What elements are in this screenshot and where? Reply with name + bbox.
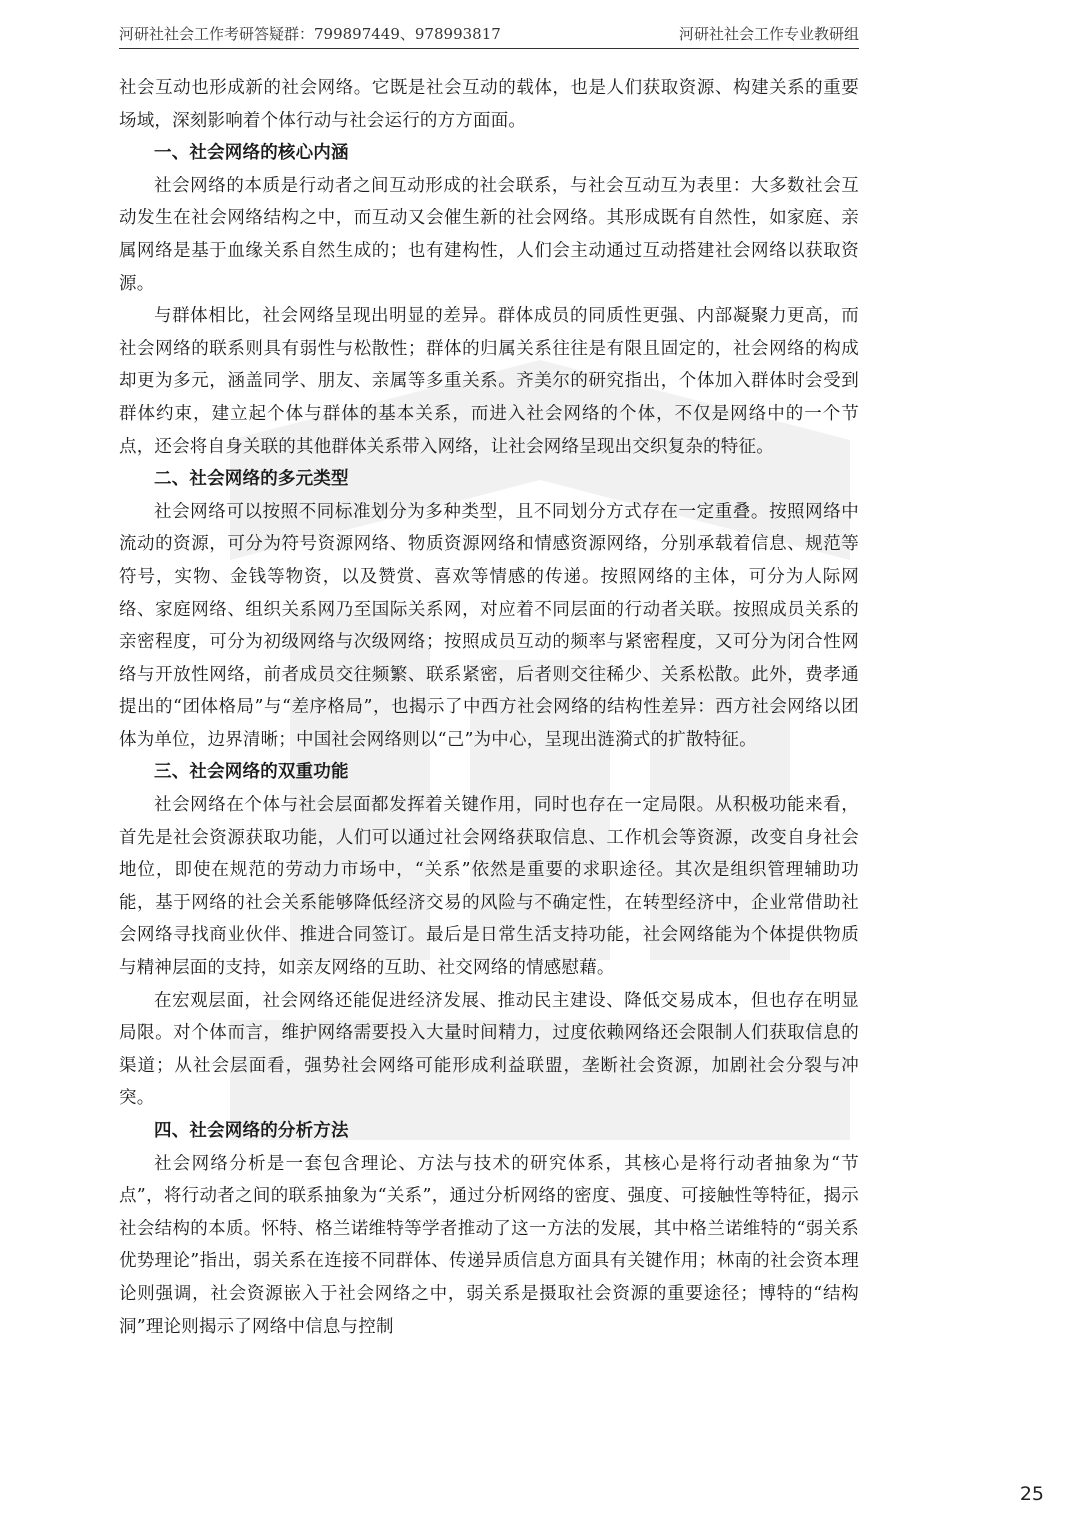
section-heading-analysis-methods: 四、社会网络的分析方法 bbox=[154, 1121, 349, 1141]
paragraph: 在宏观层面，社会网络还能促进经济发展、推动民主建设、降低交易成本，但也存在明显局限。对个体而言，维护网络需要投入大量时间精力，过度依赖网络还会限制人们获取信息的渠道；从社会层面看，强势社会网络可能形成利益联盟，垄断社会资源，加剧社会分裂与冲突。 bbox=[119, 990, 859, 1109]
paragraph: 社会网络可以按照不同标准划分为多种类型，且不同划分方式存在一定重叠。按照网络中流动的资源，可分为符号资源网络、物质资源网络和情感资源网络，分别承载着信息、规范等符号，实物、金钱等物资，以及赞赏、喜欢等情感的传递。按照网络的主体，可分为人际网络、家庭网络、组织关系网乃至国际关系网，对应着不同层面的行动者关联。按照成员关系的亲密程度，可分为初级网络与次级网络；按照成员互动的频率与紧密程度，又可分为闭合性网络与开放性网络，前者成员交往频繁、联系紧密，后者则交往稀少、关系松散。此外，费孝通提出的“团体格局”与“差序格局”，也揭示了中西方社会网络的结构性差异：西方社会网络以团体为单位，边界清晰；中国社会网络则以“己”为中心，呈现出涟漪式的扩散特征。 bbox=[119, 501, 859, 750]
header-qq-group: 河研社社会工作考研答疑群：799897449、978993817 bbox=[119, 25, 501, 43]
section-heading-types: 二、社会网络的多元类型 bbox=[154, 469, 349, 490]
paragraph: 社会网络的本质是行动者之间互动形成的社会联系，与社会互动互为表里：大多数社会互动发生在社会网络结构之中，而互动又会催生新的社会网络。其形成既有自然性，如家庭、亲属网络是基于血缘关系自然生成的；也有建构性，人们会主动通过互动搭建社会网络以获取资源。 bbox=[119, 175, 859, 294]
section-heading-functions: 三、社会网络的双重功能 bbox=[154, 762, 349, 783]
paragraph: 与群体相比，社会网络呈现出明显的差异。群体成员的同质性更强、内部凝聚力更高，而社会网络的联系则具有弱性与松散性；群体的归属关系往往是有限且固定的，社会网络的构成却更为多元，涵盖同学、朋友、亲属等多重关系。齐美尔的研究指出，个体加入群体时会受到群体约束，建立起个体与群体的基本关系，而进入社会网络的个体，不仅是网络中的一个节点，还会将自身关联的其他群体关系带入网络，让社会网络呈现出交织复杂的特征。 bbox=[119, 306, 859, 457]
intro-paragraph: 社会互动也形成新的社会网络。它既是社会互动的载体，也是人们获取资源、构建关系的重要场域，深刻影响着个体行动与社会运行的方方面面。 bbox=[119, 78, 859, 131]
page-header bbox=[119, 22, 859, 49]
page-number: 25 bbox=[1019, 1483, 1044, 1505]
article-body bbox=[119, 72, 859, 1343]
header-org-name: 河研社社会工作专业教研组 bbox=[678, 25, 859, 43]
section-heading-core-meaning: 一、社会网络的核心内涵 bbox=[154, 143, 349, 164]
paragraph: 社会网络在个体与社会层面都发挥着关键作用，同时也存在一定局限。从积极功能来看，首先是社会资源获取功能，人们可以通过社会网络获取信息、工作机会等资源，改变自身社会地位，即使在规范的劳动力市场中，“关系”依然是重要的求职途径。其次是组织管理辅助功能，基于网络的社会关系能够降低经济交易的风险与不确定性，在转型经济中，企业常借助社会网络寻找商业伙伴、推进合同签订。最后是日常生活支持功能，社会网络能为个体提供物质与精神层面的支持，如亲友网络的互助、社交网络的情感慰藉。 bbox=[119, 795, 859, 979]
paragraph: 社会网络分析是一套包含理论、方法与技术的研究体系，其核心是将行动者抽象为“节点”，将行动者之间的联系抽象为“关系”，通过分析网络的密度、强度、可接触性等特征，揭示社会结构的本质。怀特、格兰诺维特等学者推动了这一方法的发展，其中格兰诺维特的“弱关系优势理论”指出，弱关系在连接不同群体、传递异质信息方面具有关键作用；林南的社会资本理论则强调，社会资源嵌入于社会网络之中，弱关系是摄取社会资源的重要途径；博特的“结构洞”理论则揭示了网络中信息与控制 bbox=[119, 1153, 859, 1337]
